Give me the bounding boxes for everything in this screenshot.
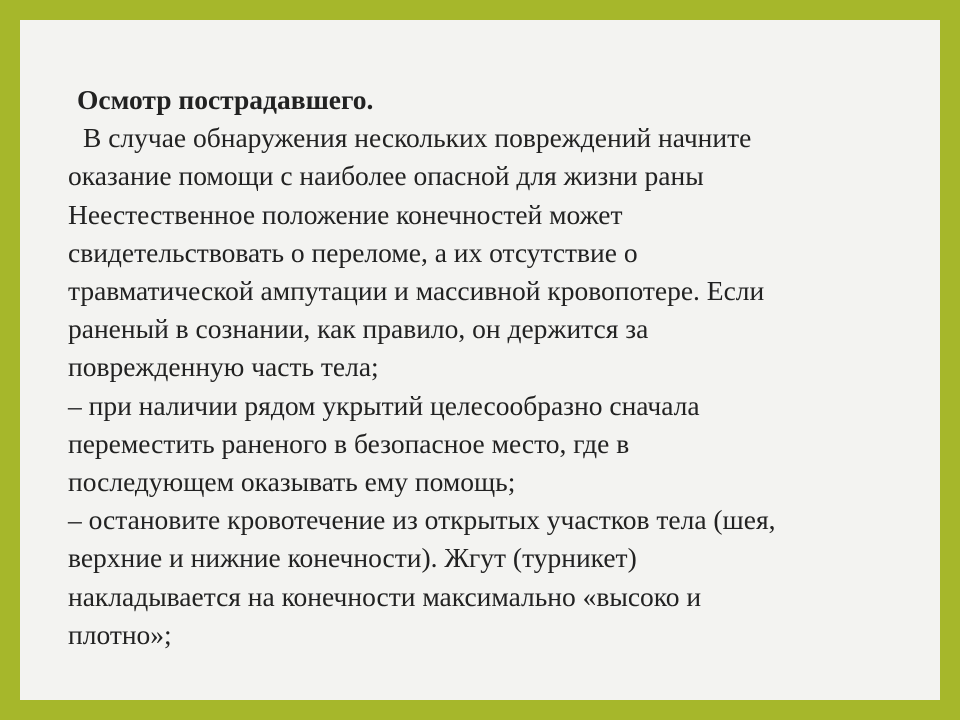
text-line: – при наличии рядом укрытий целесообразно сначала <box>68 389 700 421</box>
text-line: В случае обнаружения нескольких повреждений начните <box>83 122 752 154</box>
text-line: Неестественное положение конечностей может <box>68 198 623 230</box>
text-line: раненый в сознании, как правило, он держится за <box>68 313 649 345</box>
text-line: плотно»; <box>68 618 172 650</box>
text-line: последующем оказывать ему помощь; <box>68 466 516 498</box>
slide-content <box>68 81 918 654</box>
text-line: поврежденную часть тела; <box>68 351 379 383</box>
slide <box>20 20 940 700</box>
text-line: оказание помощи с наиболее опасной для жизни раны <box>68 160 704 192</box>
text-line: верхние и нижние конечности). Жгут (турникет) <box>68 542 637 574</box>
text-line: свидетельствовать о переломе, а их отсутствие о <box>68 236 638 268</box>
text-line: накладывается на конечности максимально «высоко и <box>68 580 702 612</box>
text-line: переместить раненого в безопасное место, где в <box>68 427 630 459</box>
text-line: травматической ампутации и массивной кровопотере. Если <box>68 275 765 307</box>
text-line: – остановите кровотечение из открытых участков тела (шея, <box>68 504 776 536</box>
slide-title: Осмотр пострадавшего. <box>77 84 374 115</box>
